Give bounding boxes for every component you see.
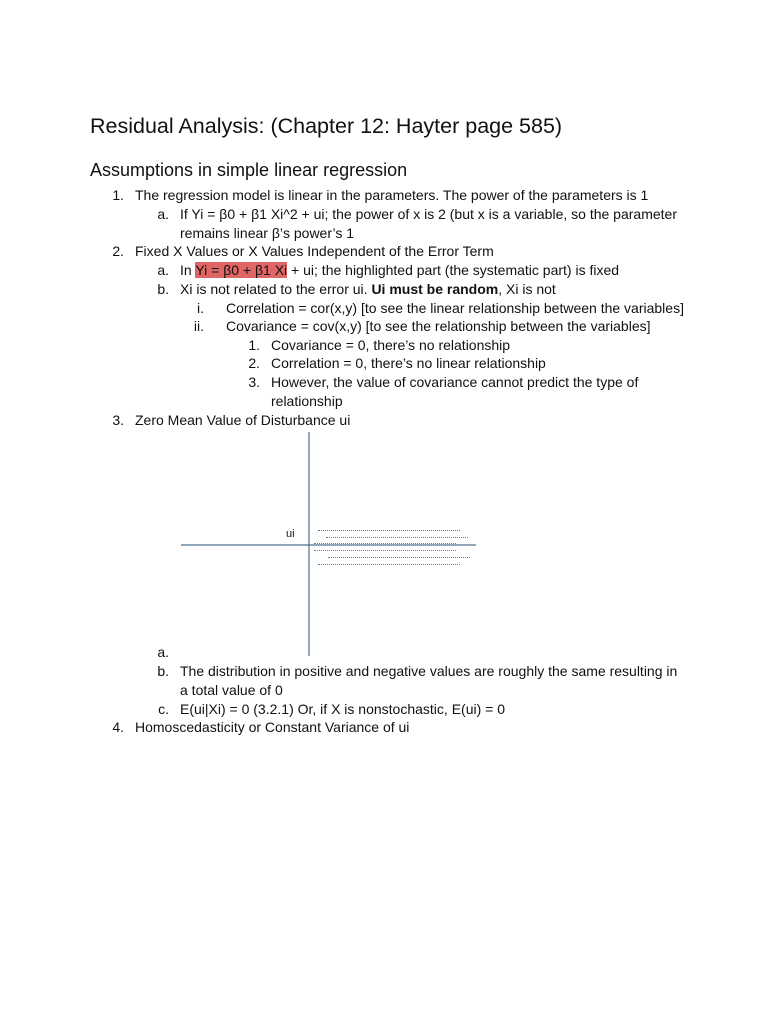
residual-dots [326, 537, 468, 538]
page-title: Residual Analysis: (Chapter 12: Hayter page 585) [90, 114, 563, 138]
text-run: + ui; the highlighted part (the systematic part) is fixed [287, 262, 620, 278]
list-item-text: If Yi = β0 + β1 Xi^2 + ui; the power of x is 2 (but x is a variable, so the parameter [180, 206, 677, 222]
list-item-text: Correlation = cor(x,y) [to see the linear relationship between the variables] [226, 300, 684, 316]
list-item-text: E(ui|Xi) = 0 (3.2.1) Or, if X is nonstochastic, E(ui) = 0 [180, 701, 505, 717]
list-marker: 2. [248, 355, 260, 371]
list-item-text: The regression model is linear in the parameters. The power of the parameters is 1 [135, 187, 649, 203]
list-item-text-continued: relationship [271, 393, 343, 409]
list-marker: i. [197, 300, 204, 316]
residual-dots [328, 557, 470, 558]
list-item-text: The distribution in positive and negative values are roughly the same resulting in [180, 663, 678, 679]
list-item-text: Fixed X Values or X Values Independent of the Error Term [135, 243, 494, 259]
list-marker: c. [158, 701, 169, 717]
bold-text: Ui must be random [371, 281, 499, 297]
list-item-text: Covariance = 0, there’s no relationship [271, 337, 511, 353]
list-marker: b. [157, 663, 169, 679]
list-marker: 3. [248, 374, 260, 390]
residual-dots [318, 564, 460, 565]
list-marker: a. [157, 262, 169, 278]
text-run: Xi is not related to the error ui. [180, 281, 372, 297]
list-marker: a. [157, 644, 169, 660]
list-marker: 3. [112, 412, 124, 428]
list-item-text-continued: a total value of 0 [180, 682, 283, 698]
list-marker: 1. [112, 187, 124, 203]
residual-dots [314, 550, 456, 551]
list-marker: 4. [112, 719, 124, 735]
list-marker: 2. [112, 243, 124, 259]
list-item-text: Correlation = 0, there’s no linear relationship [271, 355, 546, 371]
residual-dots [318, 530, 460, 531]
list-marker: a. [157, 206, 169, 222]
list-marker: b. [157, 281, 169, 297]
text-run: In [180, 262, 196, 278]
highlighted-equation: Yi = β0 + β1 Xi [195, 262, 288, 278]
list-item-text-continued: remains linear β’s power’s 1 [180, 225, 355, 241]
list-item-text: Zero Mean Value of Disturbance ui [135, 412, 351, 428]
list-item-text: Covariance = cov(x,y) [to see the relationship between the variables] [226, 318, 651, 334]
residual-dots [314, 543, 456, 544]
list-marker: 1. [248, 337, 260, 353]
list-marker: ii. [193, 318, 204, 334]
list-item-text: However, the value of covariance cannot predict the type of [271, 374, 639, 390]
list-item-text: Homoscedasticity or Constant Variance of ui [135, 719, 410, 735]
text-run: , Xi is not [498, 281, 556, 297]
axis-label: ui [286, 528, 295, 540]
section-heading: Assumptions in simple linear regression [90, 160, 408, 180]
